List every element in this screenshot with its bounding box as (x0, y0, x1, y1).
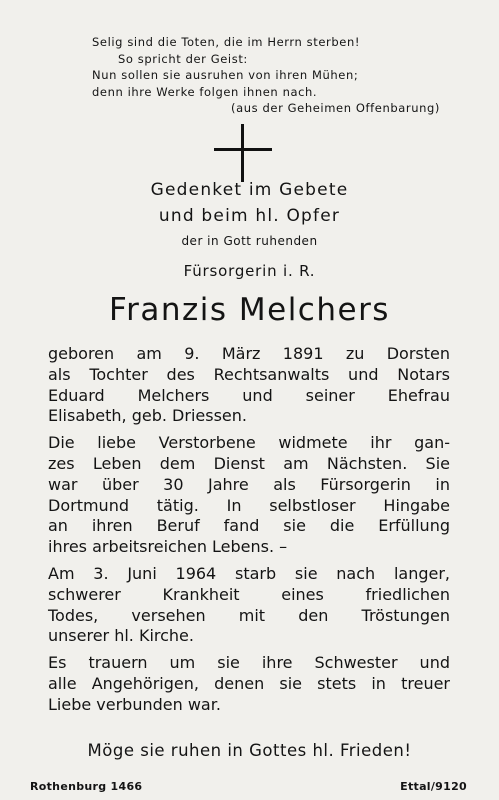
bio-paragraph-life (48, 433, 450, 558)
verse-line: denn ihre Werke folgen ihnen nach. (92, 84, 318, 99)
cross-horizontal-bar (214, 148, 272, 151)
bio-line: als Tochter des Rechtsanwalts und Notars (48, 364, 450, 384)
bio-paragraph-birth (48, 344, 450, 427)
verse-line: So spricht der Geist: (118, 51, 248, 66)
closing-prayer: Möge sie ruhen in Gottes hl. Frieden! (87, 741, 412, 760)
biography (48, 344, 450, 722)
verse-line: Selig sind die Toten, die im Herrn sterben! (92, 35, 361, 49)
bio-line: alle Angehörigen, denen sie stets in treuer (48, 673, 450, 693)
bio-line: Es trauern um sie ihre Schwester und (48, 653, 450, 673)
bio-line: Liebe verbunden war. (48, 694, 221, 714)
bio-paragraph-death (48, 564, 450, 647)
cross-vertical-bar (241, 124, 244, 182)
publisher-mark: Ettal/9120 (400, 780, 467, 793)
bio-line: ihres arbeitsreichen Lebens. – (48, 537, 288, 557)
bio-line: zes Leben dem Dienst am Nächsten. Sie (48, 453, 450, 473)
printer-mark: Rothenburg 1466 (30, 780, 143, 793)
bio-line: an ihren Beruf fand sie die Erfüllung (48, 516, 450, 536)
bio-line: Am 3. Juni 1964 starb sie nach langer, (48, 563, 450, 583)
verse-line: Nun sollen sie ausruhen von ihren Mühen; (92, 68, 359, 82)
cross-icon (214, 124, 272, 182)
bio-line: Dortmund tätig. In selbstloser Hingabe (48, 495, 450, 515)
bio-line: Todes, versehen mit den Tröstungen (48, 605, 450, 625)
bio-line: Eduard Melchers und seiner Ehefrau (48, 385, 450, 405)
remembrance-line-3: der in Gott ruhenden (181, 234, 318, 248)
bio-line: schwerer Krankheit eines friedlichen (48, 584, 450, 604)
bio-line: war über 30 Jahre als Fürsorgerin in (48, 474, 450, 494)
remembrance-line-1: Gedenket im Gebete (150, 180, 349, 200)
remembrance-line-2: und beim hl. Opfer (158, 206, 341, 226)
bio-line: unserer hl. Kirche. (48, 626, 194, 646)
bio-paragraph-mourners (48, 653, 450, 715)
bio-line: geboren am 9. März 1891 zu Dorsten (48, 344, 450, 363)
scripture-verse (92, 34, 442, 117)
verse-source: (aus der Geheimen Offenbarung) (231, 101, 440, 115)
deceased-name: Franzis Melchers (109, 292, 390, 328)
bio-line: Die liebe Verstorbene widmete ihr gan- (48, 433, 450, 453)
bio-line: Elisabeth, geb. Driessen. (48, 406, 247, 426)
deceased-title: Fürsorgerin i. R. (183, 262, 316, 280)
